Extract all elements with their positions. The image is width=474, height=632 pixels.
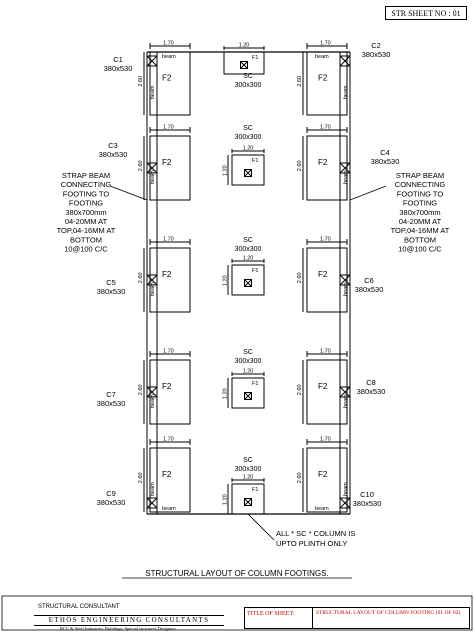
footing-f2-label-right: F2 <box>318 73 328 83</box>
beam-label-bottom-right: beam <box>315 506 329 512</box>
dim-width-left: 1.70 <box>163 436 174 443</box>
strap-note-left: STRAP BEAM <box>61 171 111 180</box>
strap-note-right: 10@100 C/C <box>398 244 442 254</box>
sc-size: 300x300 <box>234 246 262 253</box>
column-size-c3: 380x530 <box>98 150 128 159</box>
dim-sc-width: 1.20 <box>242 145 254 152</box>
dim-height-left: 2.60 <box>138 75 144 87</box>
footing-f2-label-left: F2 <box>162 269 172 279</box>
footing-f2-right <box>307 52 347 115</box>
dim-height-right: 2.60 <box>297 160 303 172</box>
footing-f2-right <box>307 248 347 312</box>
dim-height-left: 2.60 <box>138 272 144 284</box>
sc-note-line-2: UPTO PLINTH ONLY <box>276 539 348 548</box>
column-size-c2: 380x530 <box>361 50 391 59</box>
column-size-c9: 380x530 <box>96 498 126 507</box>
drawing-title: STRUCTURAL LAYOUT OF COLUMN FOOTINGS. <box>145 569 329 578</box>
footing-f2-label-left: F2 <box>162 381 172 391</box>
dim-sc-width: 1.20 <box>242 368 254 375</box>
footing-f2-left <box>150 52 190 115</box>
beam-label-right: beam <box>343 394 349 408</box>
beam-label-right: beam <box>343 85 349 100</box>
footing-f1-label: F1 <box>252 55 259 61</box>
dim-sc-height: 1.20 <box>222 494 229 505</box>
strap-note-right: CONNECTING <box>394 180 446 190</box>
strap-note-right: FOOTING TO <box>396 189 444 199</box>
dim-sc-width: 1.20 <box>238 42 250 49</box>
column-id-c3: C3 <box>108 141 118 150</box>
strap-note-left: TOP,04-16MM AT <box>56 226 116 236</box>
dim-width-left: 1.70 <box>163 348 174 355</box>
sc-size: 300x300 <box>234 82 262 89</box>
title-of-sheet-label: TITLE OF SHEET: <box>245 608 313 628</box>
dim-width-left: 1.70 <box>163 124 174 131</box>
footing-f2-label-right: F2 <box>318 469 328 479</box>
column-id-c4: C4 <box>380 148 390 157</box>
dim-sc-height: 1.20 <box>222 165 229 176</box>
sc-label: SC <box>243 457 253 464</box>
footing-f1-label: F1 <box>252 487 259 493</box>
dim-width-right: 1.70 <box>320 236 331 243</box>
beam-label-left: beam <box>150 482 156 496</box>
dim-sc-width: 1.20 <box>242 474 254 481</box>
column-id-c8: C8 <box>366 378 376 387</box>
sc-note-line-1: ALL * SC * COLUMN IS <box>276 529 356 538</box>
sc-label: SC <box>243 237 253 244</box>
beam-label-left: beam <box>150 282 156 296</box>
leader-left <box>110 186 147 200</box>
beam-label-top-left: beam <box>162 54 176 60</box>
column-size-c4: 380x530 <box>370 157 400 166</box>
title-block <box>244 607 470 629</box>
footing-f2-label-left: F2 <box>162 73 172 83</box>
sc-note-leader <box>248 514 274 540</box>
footing-f2-left <box>150 448 190 512</box>
sc-label: SC <box>243 73 253 80</box>
strap-note-right: TOP,04-16MM AT <box>390 226 450 236</box>
footing-f1-label: F1 <box>252 268 259 274</box>
dim-height-right: 2.60 <box>297 75 303 87</box>
beam-label-left: beam <box>150 170 156 184</box>
sheet-number: STR SHEET NO : 01 <box>385 6 467 20</box>
column-size-c10: 380x530 <box>352 499 382 508</box>
footing-f2-right <box>307 360 347 424</box>
strap-note-left: CONNECTING <box>60 180 112 190</box>
column-size-c6: 380x530 <box>354 285 384 294</box>
footing-f1-label: F1 <box>252 158 259 164</box>
strap-note-left: FOOTING TO <box>62 189 110 199</box>
firm-name: ETHOS ENGINEERING CONSULTANTS <box>34 615 224 626</box>
strap-note-left: BOTTOM <box>70 235 102 245</box>
dim-width-right: 1.70 <box>320 40 331 47</box>
column-id-c7: C7 <box>106 390 116 399</box>
sc-label: SC <box>243 349 253 356</box>
column-id-c2: C2 <box>371 41 381 50</box>
dim-width-right: 1.70 <box>320 124 331 131</box>
footing-f2-right <box>307 448 347 512</box>
strap-note-left: 04-20MM AT <box>64 217 108 226</box>
dim-height-left: 2.60 <box>138 384 144 396</box>
beam-label-right: beam <box>343 482 349 496</box>
column-size-c7: 380x530 <box>96 399 126 408</box>
dim-width-right: 1.70 <box>320 436 331 443</box>
beam-label-right: beam <box>343 170 349 184</box>
beam-label-right: beam <box>343 282 349 296</box>
strap-note-right: 04-20MM AT <box>398 217 442 226</box>
strap-note-right: BOTTOM <box>404 235 436 245</box>
sc-size: 300x300 <box>234 134 262 141</box>
strap-note-left: 380x700mm <box>65 207 107 217</box>
beam-label-left: beam <box>150 85 156 100</box>
footing-f2-label-right: F2 <box>318 157 328 167</box>
beam-label-top-right: beam <box>315 54 329 60</box>
column-id-c1: C1 <box>113 55 123 64</box>
sheet-title: STRUCTURAL LAYOUT OF COLUMN FOOTING (01 OF 02) <box>316 610 461 616</box>
footing-f2-label-right: F2 <box>318 269 328 279</box>
firm-services: RCC & Steel Industries, Buildings, Special structures Designers <box>60 626 176 631</box>
leader-right <box>350 186 386 200</box>
footing-f2-label-left: F2 <box>162 469 172 479</box>
sc-size: 300x300 <box>234 466 262 473</box>
column-id-c5: C5 <box>106 278 116 287</box>
dim-width-right: 1.70 <box>320 348 331 355</box>
strap-note-right: STRAP BEAM <box>395 171 445 180</box>
beam-label-bottom-left: beam <box>162 506 176 512</box>
sc-label: SC <box>243 125 253 132</box>
strap-note-left: FOOTING <box>68 198 104 208</box>
footing-f1-label: F1 <box>252 381 259 387</box>
footing-f2-left <box>150 248 190 312</box>
dim-height-left: 2.60 <box>138 160 144 172</box>
dim-sc-height: 1.20 <box>222 388 229 399</box>
column-size-c1: 380x530 <box>103 64 133 73</box>
footing-f2-label-right: F2 <box>318 381 328 391</box>
structural-consultant-label: STRUCTURAL CONSULTANT <box>38 604 120 610</box>
footing-f2-left <box>150 136 190 200</box>
footing-f2-label-left: F2 <box>162 157 172 167</box>
dim-height-left: 2.60 <box>138 472 144 484</box>
beam-label-left: beam <box>150 394 156 408</box>
dim-height-right: 2.60 <box>297 272 303 284</box>
dim-width-left: 1.70 <box>163 40 174 47</box>
strap-note-right: FOOTING <box>402 198 438 208</box>
column-size-c8: 380x530 <box>356 387 386 396</box>
column-id-c6: C6 <box>364 276 374 285</box>
column-id-c9: C9 <box>106 489 116 498</box>
strap-note-left: 10@100 C/C <box>64 244 108 254</box>
column-id-c10: C10 <box>360 490 374 499</box>
footing-f2-left <box>150 360 190 424</box>
column-size-c5: 380x530 <box>96 287 126 296</box>
sc-size: 300x300 <box>234 358 262 365</box>
strap-note-right: 380x700mm <box>399 207 441 217</box>
dim-height-right: 2.60 <box>297 472 303 484</box>
dim-sc-width: 1.20 <box>242 255 254 262</box>
footing-f2-right <box>307 136 347 200</box>
dim-height-right: 2.60 <box>297 384 303 396</box>
dim-sc-height: 1.20 <box>222 275 229 286</box>
dim-width-left: 1.70 <box>163 236 174 243</box>
